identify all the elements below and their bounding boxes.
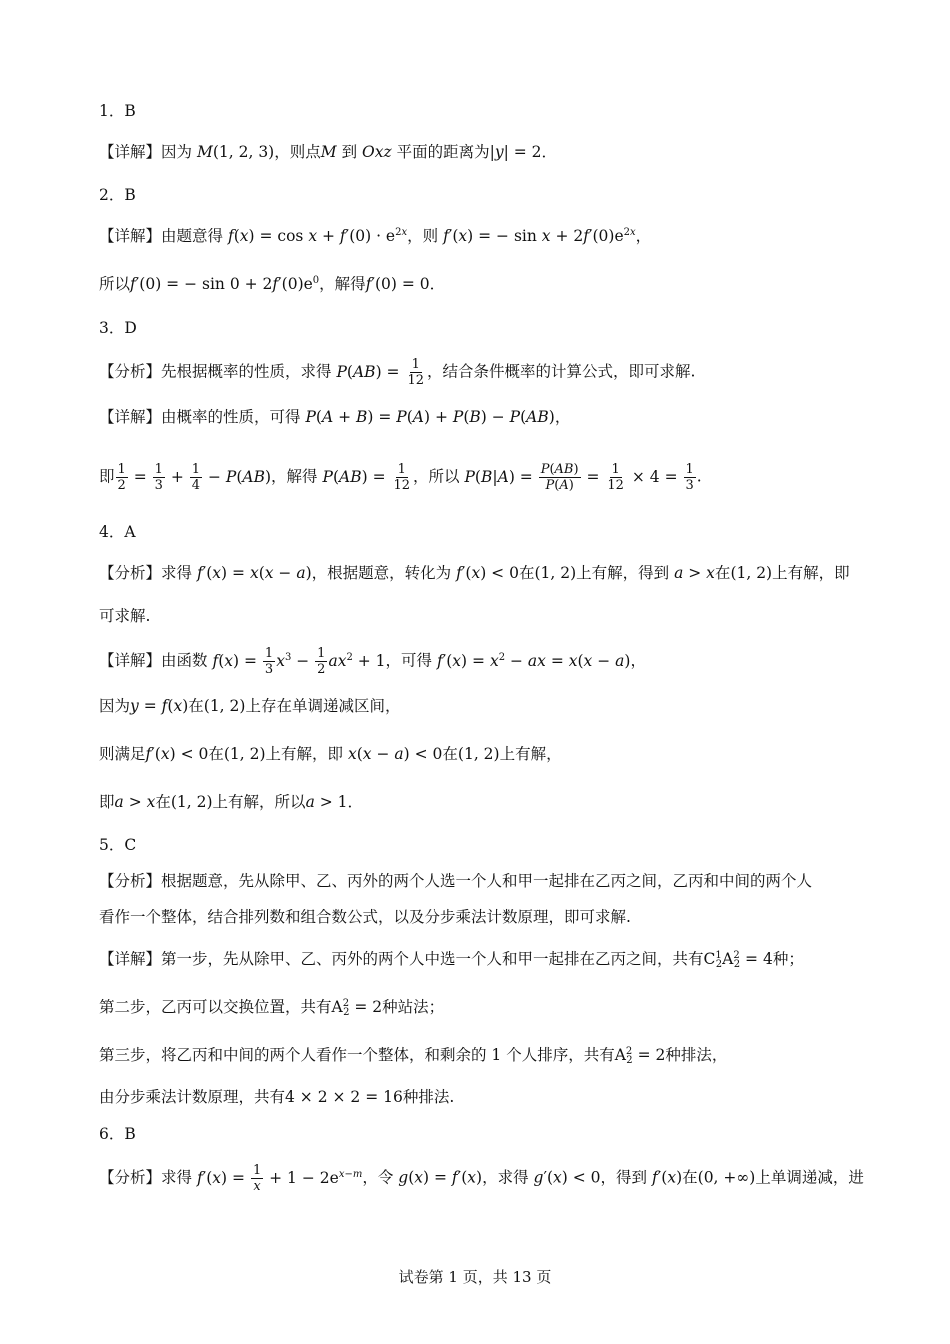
q6-analysis: 【分析】求得 f′(x) = $\frac{1}{x}$ + $1 - 2e^{x-m}$，令 g(x) = f′(x)，求得 g′(x) < 0，得到 f′(x)在(0, +∞)上单调递减，进: [99, 1163, 864, 1194]
q4-detail-2: 因为y = f(x)在(1, 2)上存在单调递减区间，: [99, 697, 401, 715]
math: P(AB) = $\frac{1}{12}$: [336, 357, 424, 388]
answer-5: 5．C: [99, 836, 137, 854]
q3-detail: 【详解】由概率的性质，可得 P(A + B) = P(A) + P(B) − P(AB)，: [99, 408, 571, 426]
answer-6: 6．B: [99, 1125, 136, 1143]
q4-detail-3: 则满足f′(x) < 0在(1, 2)上有解，即 x(x − a) < 0在(1, 2)上有解，: [99, 745, 562, 763]
math: |y| = 2: [489, 143, 542, 161]
q4-analysis: 【分析】求得 f′(x) = x(x − a)，根据题意，转化为 f′(x) < 0在(1, 2)上有解，得到 a > x在(1, 2)上有解，即: [99, 564, 850, 582]
q2-detail: 【详解】由题意得 $f(x) = \cos x + f'(0) \cdot e^{2x}$，则 f′(x) = − $\sin x + 2f'(0)e^{2x}$，: [99, 227, 652, 245]
math: a > x: [674, 564, 715, 582]
math: f′(x) = $\frac{1}{x}$ + $1 - 2e^{x-m}$: [196, 1163, 363, 1194]
tag-detail: 【详解】: [99, 143, 162, 161]
answer-2: 2．B: [99, 186, 136, 204]
math: a > x: [114, 793, 156, 811]
math: y = f(x): [130, 697, 189, 715]
math: f′(x) < 0: [145, 745, 209, 763]
math: M(1, 2, 3): [196, 143, 275, 161]
q5-detail-3: 第三步，将乙丙和中间的两个人看作一个整体，和剩余的 1 个人排序，共有$A^2_2 = 2$种排法，: [99, 1046, 728, 1066]
tag-detail: 【详解】: [99, 227, 162, 245]
math: f′(x) = x(x − a): [196, 564, 312, 582]
q3-analysis: 【分析】先根据概率的性质，求得 P(AB) = $\frac{1}{12}$ ，结合条件概率的计算公式，即可求解.: [99, 357, 696, 388]
math: $f(x) = \cos x + f'(0) \cdot e^{2x}$: [227, 227, 408, 245]
math: f′(0) = 0: [365, 275, 430, 293]
q4-detail: 【详解】由函数 f(x) = $\frac{1}{3}$ $x^3$ − $\frac{1}{2}$ $ax^2 + 1$，可得 $f'(x) = x^2$ − ax = x(x − a)，: [99, 646, 646, 677]
answer-3: 3．D: [99, 319, 137, 337]
math: P(A + B) = P(A) + P(B) − P(AB): [305, 408, 555, 426]
q5-detail-4: 由分步乘法计数原理，共有4 × 2 × 2 = 16种排法.: [99, 1088, 455, 1106]
q5-detail: 【详解】第一步，先从除甲、乙、丙外的两个人中选一个人和甲一起排在乙丙之间，共有$C^1_2A^2_2 = 4$种；: [99, 950, 804, 970]
answer-1: 1．B: [99, 102, 136, 120]
q2-detail-2: 所以f′(0) = − $\sin 0 + 2f'(0)e^0$，解得f′(0) = 0．: [99, 275, 446, 293]
tag-analysis: 【分析】: [99, 1168, 162, 1187]
q4-analysis-2: 可求解.: [99, 607, 151, 625]
math: f(x) = $\frac{1}{3}$ $x^3$ − $\frac{1}{2}$ $ax^2 + 1$: [212, 646, 386, 677]
tag-analysis: 【分析】: [99, 564, 162, 582]
q5-detail-2: 第二步，乙丙可以交换位置，共有$A^2_2 = 2$种站法；: [99, 998, 445, 1018]
tag-detail: 【详解】: [99, 950, 162, 968]
q5-analysis-2: 看作一个整体，结合排列数和组合数公式，以及分步乘法计数原理，即可求解.: [99, 908, 631, 926]
tag-analysis: 【分析】: [99, 362, 162, 381]
math: $\frac{1}{2}$ = $\frac{1}{3}$ + $\frac{1}{4}$ − P(AB): [117, 462, 272, 493]
math: P(B|A) = $\frac{P(AB)}{P(A)}$ = $\frac{1}{12}$ × 4 = $\frac{1}{3}$: [464, 462, 694, 493]
math: $f'(x) = x^2$ − ax = x(x − a): [436, 651, 631, 670]
math: $A^2_2 = 2$: [331, 998, 383, 1018]
math: 4 × 2 × 2 = 16: [285, 1088, 403, 1106]
tag-detail: 【详解】: [99, 408, 162, 426]
q1-detail: 【详解】因为 M(1, 2, 3)，则点M 到 Oxz 平面的距离为|y| = 2．: [99, 143, 558, 161]
math: g′(x) < 0: [533, 1168, 601, 1187]
math: f′(x) = − $\sin x + 2f'(0)e^{2x}$: [443, 227, 636, 245]
q5-analysis: 【分析】根据题意，先从除甲、乙、丙外的两个人选一个人和甲一起排在乙丙之间，乙丙和中间的两个人: [99, 872, 813, 890]
math: a > 1: [305, 793, 348, 811]
tag-detail: 【详解】: [99, 651, 162, 670]
math: f′(x) < 0: [456, 564, 519, 582]
math: $C^1_2A^2_2 = 4$: [703, 950, 773, 970]
math: x(x − a) < 0: [347, 745, 443, 763]
tag-analysis: 【分析】: [99, 872, 162, 890]
answer-4: 4．A: [99, 523, 136, 541]
math: f′(x): [651, 1168, 683, 1187]
math: $A^2_2 = 2$: [614, 1046, 666, 1066]
math: f′(0) = − $\sin 0 + 2f'(0)e^0$: [130, 275, 320, 293]
q4-detail-4: 即a > x在(1, 2)上有解，所以a > 1．: [99, 793, 364, 811]
math: g(x) = f′(x): [398, 1168, 483, 1187]
math: P(AB) = $\frac{1}{12}$: [322, 462, 411, 493]
page-footer: 试卷第 1 页，共 13 页: [398, 1268, 552, 1286]
q3-detail-2: 即 $\frac{1}{2}$ = $\frac{1}{3}$ + $\frac{1}{4}$ − P(AB)，解得 P(AB) = $\frac{1}{12}$ ，所以 P(B|A) = $\frac{P(AB)}{P(A)}$ = $\frac{1}{12}$ × 4 = $\frac{1}{3}$ .: [99, 462, 702, 493]
